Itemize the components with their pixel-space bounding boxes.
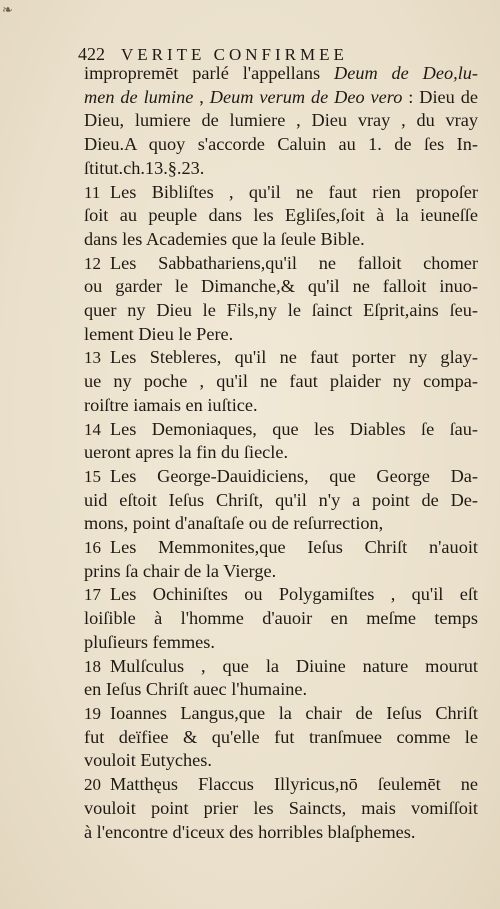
text-line [84,204,478,228]
line-text: pluſieurs femmes. [84,631,215,652]
line-text: Les Memmonites,que Ieſus Chriſt n'auoit [110,537,478,558]
line-text: Les George-Dauidiciens, que George Da- [110,465,478,486]
text-line [84,62,478,86]
text-line [84,465,478,489]
line-text: uid eſtoit Ieſus Chriſt, qu'il n'y a point de De- [84,489,478,510]
line-text: ſoit au peuple dans les Egliſes,ſoit à la ieuneſſe [84,205,478,226]
line-text: Les Demoniaques, que les Diables ſe ſau- [110,418,478,439]
line-text: quer ny Dieu le Fils,ny le ſainct Eſprit,ains ſeu- [84,300,478,321]
text-line [84,370,478,394]
line-text: loiſible à l'homme d'auoir en meſme temps [84,608,478,629]
line-text: Les Stebleres, qu'il ne faut porter ny glay- [110,347,478,368]
line-text: Ioannes Langus,que la chair de Ieſus Chriſt [110,702,478,723]
italic-text: Deum verum de Deo vero [209,86,403,107]
text-line [84,228,478,252]
line-text: Les Sabbathariens,qu'il ne falloit chomer [110,252,478,273]
line-text: prins ſa chair de la Vierge. [84,560,277,581]
text-line [84,560,478,584]
running-title: VERITE CONFIRMEE [120,45,348,64]
text-line [84,86,478,110]
item-number: 15 [84,466,101,486]
text-line [84,418,478,442]
item-number: 20 [84,775,101,795]
item-number: 14 [84,419,101,439]
line-text: ſtitut.ch.13.§.23. [84,157,205,178]
line-text: Les Bibliſtes , qu'il ne faut rien propoſer [110,181,478,202]
item-number: 17 [84,585,101,605]
line-text: Les Ochiniſtes ou Polygamiſtes , qu'il eſt [110,584,478,605]
line-text: dans les Academies que la ſeule Bible. [84,228,365,249]
text-line [84,394,478,418]
item-number: 18 [84,656,101,676]
line-text: ueront apres la fin du ſiecle. [84,442,289,463]
text-line [84,441,478,465]
text-line [84,821,478,845]
text-line [84,607,478,631]
text-line [84,655,478,679]
corner-ornament: ❧ [2,2,13,17]
line-text: en Ieſus Chriſt auec l'humaine. [84,679,308,700]
text-line [84,726,478,750]
item-number: 13 [84,348,101,368]
text-line [84,702,478,726]
line-text: ou garder le Dimanche,& qu'il ne falloit inuo- [84,276,478,297]
line-text: ue ny poche , qu'il ne faut plaider ny compa- [84,371,478,392]
italic-text: Deum de Deo,lu- [334,63,478,83]
text-line [84,157,478,181]
item-number: 19 [84,703,101,723]
text-line [84,749,478,773]
line-text: vouloit point prier les Saincts, mais vomiſſoit [84,797,478,818]
text-line [84,797,478,821]
line-text: impropremēt parlé l'appellans [84,63,334,83]
text-line [84,678,478,702]
page-number: 422 [78,44,105,64]
line-text: à l'encontre d'iceux des horribles blaſphemes. [84,821,416,842]
line-text: , [193,86,210,107]
body-text [84,62,478,844]
text-line [84,536,478,560]
line-text: mons, point d'anaſtaſe ou de reſurrection, [84,513,384,534]
line-text: roiſtre iamais en iuſtice. [84,394,258,415]
text-line [84,133,478,157]
text-line [84,583,478,607]
text-line [84,512,478,536]
item-number: 12 [84,253,101,273]
text-line [84,299,478,323]
text-line [84,252,478,276]
line-text: vouloit Eutyches. [84,750,212,771]
italic-text: men de lumine [84,86,194,107]
line-text: : Dieu de [402,86,478,107]
text-line [84,275,478,299]
line-text: Matthęus Flaccus Illyricus,nō ſeulemēt ne [110,774,478,795]
text-line [84,181,478,205]
line-text: fut deïfiee & qu'elle fut tranſmuee comme le [84,726,478,747]
item-number: 16 [84,538,101,558]
item-number: 11 [84,182,101,202]
line-text: Dieu, lumiere de lumiere , Dieu vray , du vray [84,110,478,131]
text-line [84,773,478,797]
text-line [84,346,478,370]
line-text: Dieu.A quoy s'accorde Caluin au 1. de ſes In- [84,134,478,155]
text-line [84,631,478,655]
line-text: Mulſculus , que la Diuine nature mourut [110,655,478,676]
line-text: lement Dieu le Pere. [84,323,234,344]
text-line [84,323,478,347]
text-line [84,109,478,133]
text-line [84,489,478,513]
